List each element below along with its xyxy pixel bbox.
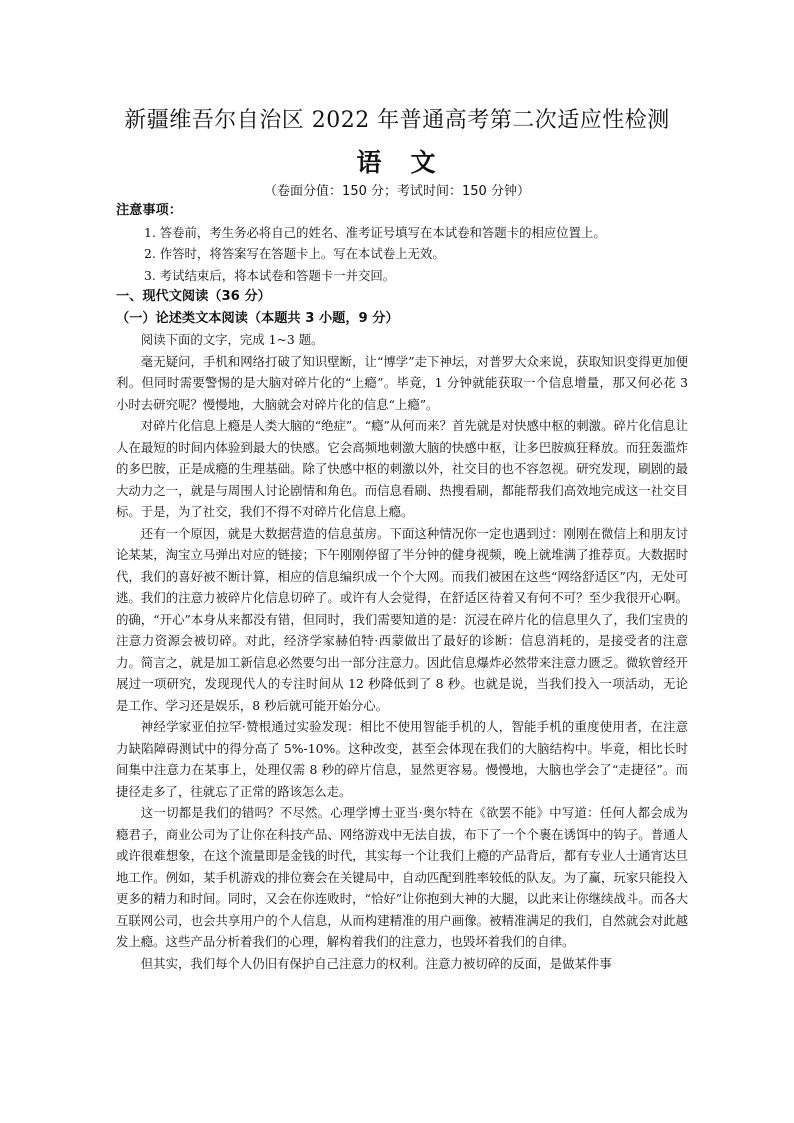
note-item-3: 3. 考试结束后，将本试卷和答题卡一并交回。 (144, 267, 396, 283)
reading-instruction: 阅读下面的文字，完成 1~3 题。 (140, 332, 324, 347)
passage-paragraph-4: 神经学家亚伯拉罕·赞根通过实验发现：相比不使用智能手机的人，智能手机的重度使用者，在注意力缺陷障碍测试中的得分高了 5%-10%。这种改变，甚至会体现在我们的大脑结构中。毕竟，相比长时间集中注意力在某事上，处理仅需 8 秒的碎片信息，显然更容易。慢慢地，大脑也学会了“走捷径”。而捷径走多了，往就忘了正常的路该怎么走。 (116, 719, 688, 799)
notes-heading: 注意事项： (116, 203, 182, 218)
passage-paragraph-5: 这一切都是我们的错吗？不尽然。心理学博士亚当·奥尔特在《欲罢不能》中写道：任何人都会成为瘾君子，商业公司为了让你在科技产品、网络游戏中无法自拔，布下了一个个裹在诱饵中的钩子。普通人或许很难想象，在这个流量即是金钱的时代，其实每一个让我们上瘾的产品背后，都有专业人士通宵达旦地工作。例如，某手机游戏的排位赛会在关键局中，自动匹配到胜率较低的队友。为了赢，玩家只能投入更多的精力和时间。同时，又会在你连败时，“恰好”让你抱到大神的大腿，以此来让你继续战斗。而各大互联网公司，也会共享用户的个人信息，从而构建精准的用户画像。被精准满足的我们，自然就会对此越发上瘾。这些产品分析着我们的心理，解构着我们的注意力，也毁坏着我们的自律。 (116, 805, 688, 949)
passage-paragraph-6: 但其实，我们每个人仍旧有保护自己注意力的权利。注意力被切碎的反面，是做某件事 (140, 955, 612, 971)
note-item-1: 1. 答卷前，考生务必将自己的姓名、准考证号填写在本试卷和答题卡的相应位置上。 (144, 224, 606, 240)
subsection-heading: （一）论述类文本阅读（本题共 3 小题，9 分） (116, 310, 399, 326)
passage-paragraph-1: 毫无疑问，手机和网络打破了知识壁断，让“博学”走下神坛，对普罗大众来说，获取知识变得更加便利。但同时需要警惕的是大脑对碎片化的“上瘾”。毕竟，1 分钟就能获取一个信息增量，那又何必花 3 小时去研究呢？慢慢地，大脑就会对碎片化的信息“上瘾”。 (116, 353, 688, 412)
subject-title: 语 文 (356, 148, 438, 177)
passage-paragraph-3: 还有一个原因，就是大数据营造的信息茧房。下面这种情况你一定也遇到过：刚刚在微信上和朋友讨论某某，淘宝立马弹出对应的链接；下午刚刚停留了半分钟的健身视频，晚上就堆满了推荐页。大数据时代，我们的喜好被不断计算，相应的信息编织成一个个大网。而我们被困在这些“网络舒适区”内，无处可逃。我们的注意力被碎片化信息切碎了。或许有人会觉得，在舒适区待着又有何不可？至少我很开心啊。的确，“开心”本身从来都没有错，但同时，我们需要知道的是：沉浸在碎片化的信息里久了，我们宝贵的注意力资源会被切碎。对此，经济学家赫伯特·西蒙做出了最好的诊断：信息消耗的，是接受者的注意力。简言之，就是加工新信息必然要匀出一部分注意力。因此信息爆炸必然带来注意力匮乏。微软曾经开展过一项研究，发现现代人的专注时间从 12 秒降低到了 8 秒。也就是说，当我们投入一项活动，无论是工作、学习还是娱乐，8 秒后就可能开始分心。 (116, 525, 688, 713)
passage-paragraph-2: 对碎片化信息上瘾是人类大脑的“绝症”。“瘾”从何而来？首先就是对快感中枢的刺激。碎片化信息让人在最短的时间内体验到最大的快感。它会高频地刺激大脑的快感中枢，让多巴胺疯狂释放。而狂轰滥炸的多巴胺，正是成瘾的生理基础。除了快感中枢的刺激以外，社交目的也不容忽视。研究发现，刷剧的最大动力之一，就是与周围人讨论剧情和角色。而信息看刷、热搜看刷，都能帮我们高效地完成这一社交目标。于是，为了社交，我们不得不对碎片化信息上瘾。 (116, 418, 688, 519)
exam-content (116, 200, 688, 974)
exam-meta: （卷面分值：150 分；考试时间：150 分钟） (264, 184, 530, 199)
exam-title: 新疆维吾尔自治区 2022 年普通高考第二次适应性检测 (124, 108, 670, 133)
note-item-2: 2. 作答时，将答案写在答题卡上。写在本试卷上无效。 (144, 246, 445, 261)
section-heading: 一、现代文阅读（36 分） (116, 289, 271, 304)
